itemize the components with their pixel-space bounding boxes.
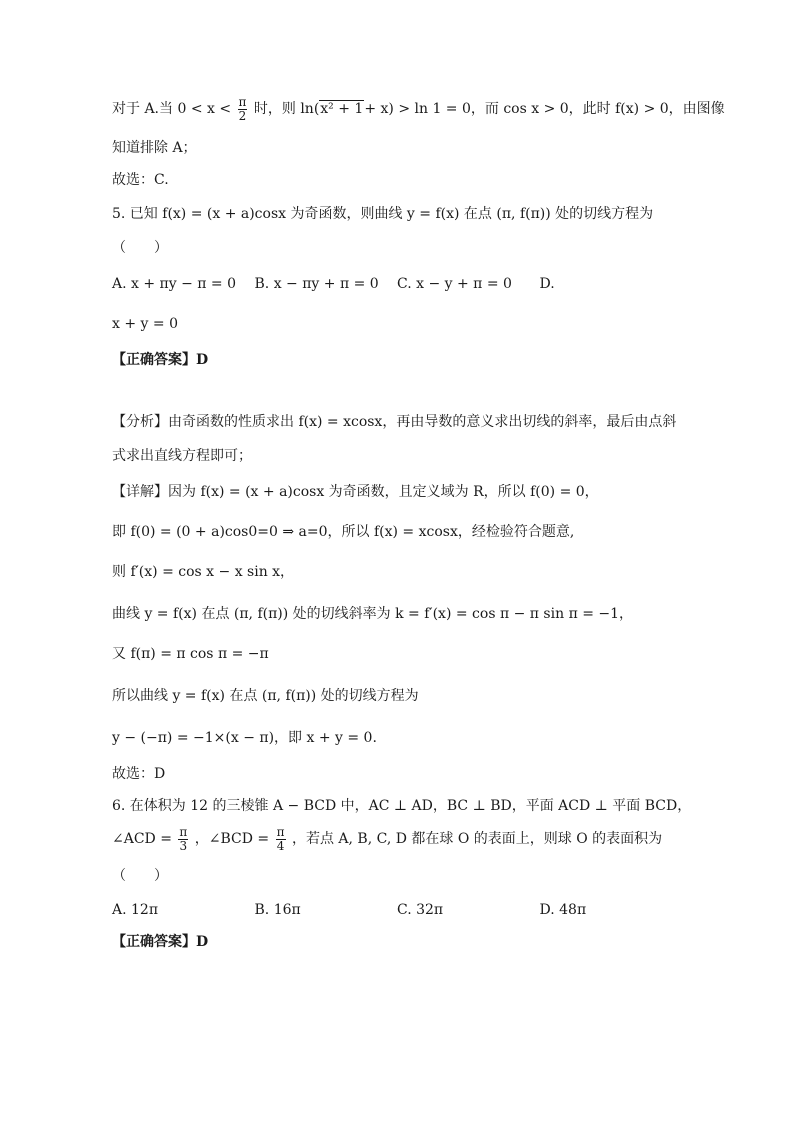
q5-detail-6: 所以曲线 y = f(x) 在点 (π, f(π)) 处的切线方程为: [112, 688, 419, 704]
fraction-denominator: 2: [238, 108, 247, 123]
q6-option-b: B. 16π: [254, 902, 301, 918]
fraction-numerator: π: [238, 94, 247, 109]
q5-paren: （ ）: [112, 240, 168, 256]
q6-option-d: D. 48π: [539, 902, 587, 918]
q6-answer: 【正确答案】D: [112, 934, 209, 950]
fraction-numerator: π: [276, 824, 285, 839]
q5-analysis-1: 【分析】由奇函数的性质求出 f(x) = xcosx，再由导数的意义求出切线的斜率，最后由点斜: [112, 414, 677, 430]
text: 对于 A.当 0 < x <: [112, 101, 232, 117]
q5-answer: 【正确答案】D: [112, 352, 209, 368]
q6-option-a: A. 12π: [112, 902, 159, 918]
fraction-denominator: 4: [276, 838, 285, 853]
q4-analysis-line-2: 知道排除 A；: [112, 140, 197, 156]
fraction-numerator: π: [179, 824, 188, 839]
q5-detail-3: 则 f′(x) = cos x − x sin x，: [112, 564, 295, 580]
text: ，∠BCD =: [194, 831, 270, 847]
q6-option-c: C. 32π: [397, 902, 444, 918]
q5-detail-7: y − (−π) = −1×(x − π)，即 x + y = 0.: [112, 730, 377, 746]
q5-analysis-2: 式求出直线方程即可；: [112, 448, 252, 464]
q5-choice: 故选：D: [112, 766, 166, 782]
text: ∠ACD =: [112, 831, 172, 847]
fraction-pi-over-3: [178, 826, 188, 853]
q5-option-a: A. x + πy − π = 0: [112, 276, 237, 292]
fraction-denominator: 3: [179, 838, 188, 853]
q5-option-b: B. x − πy + π = 0: [254, 276, 379, 292]
fraction-pi-over-4: [276, 826, 286, 853]
q4-analysis-line-1: [112, 94, 725, 124]
q5-options: [112, 274, 682, 294]
sqrt-expression: x² + 1: [320, 101, 364, 117]
q5-stem: 5. 已知 f(x) = (x + a)cosx 为奇函数，则曲线 y = f(x) 在点 (π, f(π)) 处的切线方程为: [112, 206, 654, 222]
q6-options: [112, 900, 682, 920]
text: 时，则 ln(: [253, 101, 320, 117]
q5-detail-1: 【详解】因为 f(x) = (x + a)cosx 为奇函数，且定义域为 R，所以 f(0) = 0，: [112, 484, 599, 500]
q5-detail-5: 又 f(π) = π cos π = −π: [112, 646, 269, 662]
q4-choice: 故选：C.: [112, 172, 169, 188]
q6-stem-1: 6. 在体积为 12 的三棱锥 A − BCD 中，AC ⊥ AD，BC ⊥ BD，平面 ACD ⊥ 平面 BCD，: [112, 798, 692, 814]
q6-stem-2: [112, 824, 682, 854]
q5-option-d-content: x + y = 0: [112, 316, 178, 332]
text: ，若点 A, B, C, D 都在球 O 的表面上，则球 O 的表面积为: [291, 831, 663, 847]
q5-detail-2: 即 f(0) = (0 + a)cos0=0 ⇒ a=0，所以 f(x) = xcosx，经检验符合题意,: [112, 524, 575, 540]
fraction-pi-over-2: [238, 96, 248, 123]
q6-paren: （ ）: [112, 868, 168, 884]
q5-option-d: D.: [539, 276, 555, 292]
q5-detail-4: 曲线 y = f(x) 在点 (π, f(π)) 处的切线斜率为 k = f′(x) = cos π − π sin π = −1，: [112, 606, 634, 622]
text: + x) > ln 1 = 0，而 cos x > 0，此时 f(x) > 0，由图像: [364, 101, 725, 117]
q5-option-c: C. x − y + π = 0: [397, 276, 512, 292]
